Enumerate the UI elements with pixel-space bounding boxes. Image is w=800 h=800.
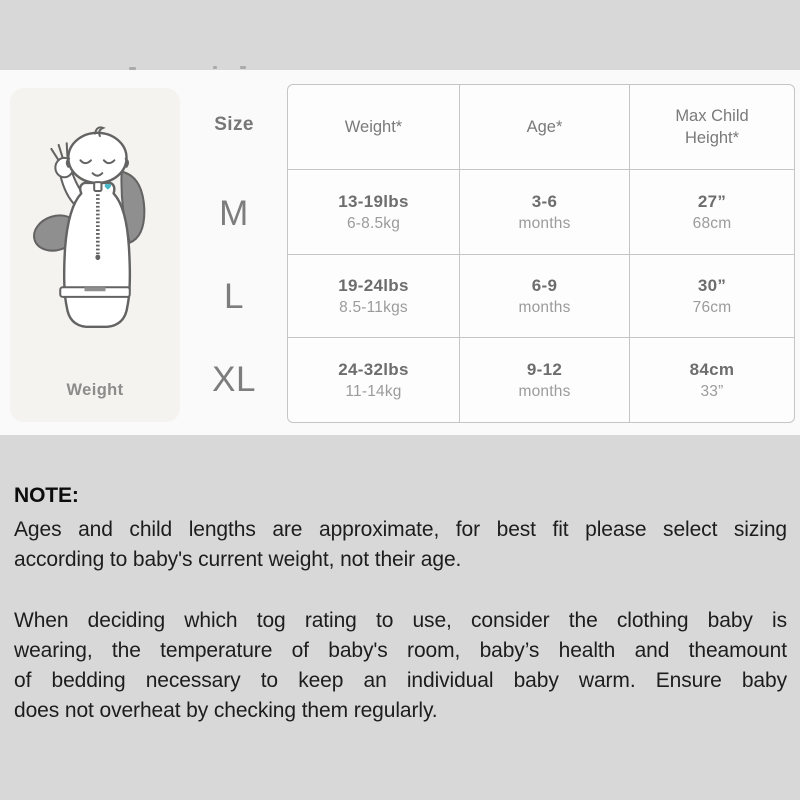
cropped-text-remnant [129,67,136,70]
table-cell-height-l: 30” 76cm [630,255,794,338]
note-section [14,481,787,726]
baby-swaddle-illustration [10,94,180,364]
scale-display [84,287,105,291]
zipper-pull [94,182,101,191]
note-paragraph-2: When deciding which tog rating to use, consider the clothing baby is wearing, the temperature of baby's room, baby’s health and theamount of bedding necessary to keep an individual baby warm. Ensure baby does not overheat by checking them regularly. [14,609,787,722]
table-cell-weight-xl: 24-32lbs 11-14kg [288,338,460,422]
table-cell-age-l: 6-9 months [460,255,630,338]
table-cell-age-xl: 9-12 months [460,338,630,422]
note-paragraph-1: Ages and child lengths are approximate, for best fit please select sizing according to baby's current weight, not their age. [14,518,787,571]
column-header-max-height: Max Child Height* [630,85,794,170]
note-title: NOTE: [14,484,79,507]
table-cell-height-m: 27” 68cm [630,170,794,255]
column-header-weight: Weight* [288,85,460,170]
table-cell-height-xl: 84cm 33” [689,359,735,400]
cropped-text-remnant [213,66,217,69]
illustration-caption: Weight [66,381,124,399]
table-cell-weight-l: 19-24lbs 8.5-11kgs [288,255,460,338]
table-cell-weight-m: 13-19lbs 6-8.5kg [288,170,460,255]
table-cell-age-m: 3-6 months [460,170,630,255]
cropped-text-remnant [240,66,246,69]
sizing-table [287,84,795,423]
size-label-l: L [224,277,244,316]
size-label-m: M [219,194,249,233]
zipper-stop [95,254,100,260]
column-header-age: Age* [460,85,630,170]
size-label-xl: XL [212,360,256,399]
weight-illustration-panel [10,88,180,422]
size-column-header: Size [214,114,254,135]
